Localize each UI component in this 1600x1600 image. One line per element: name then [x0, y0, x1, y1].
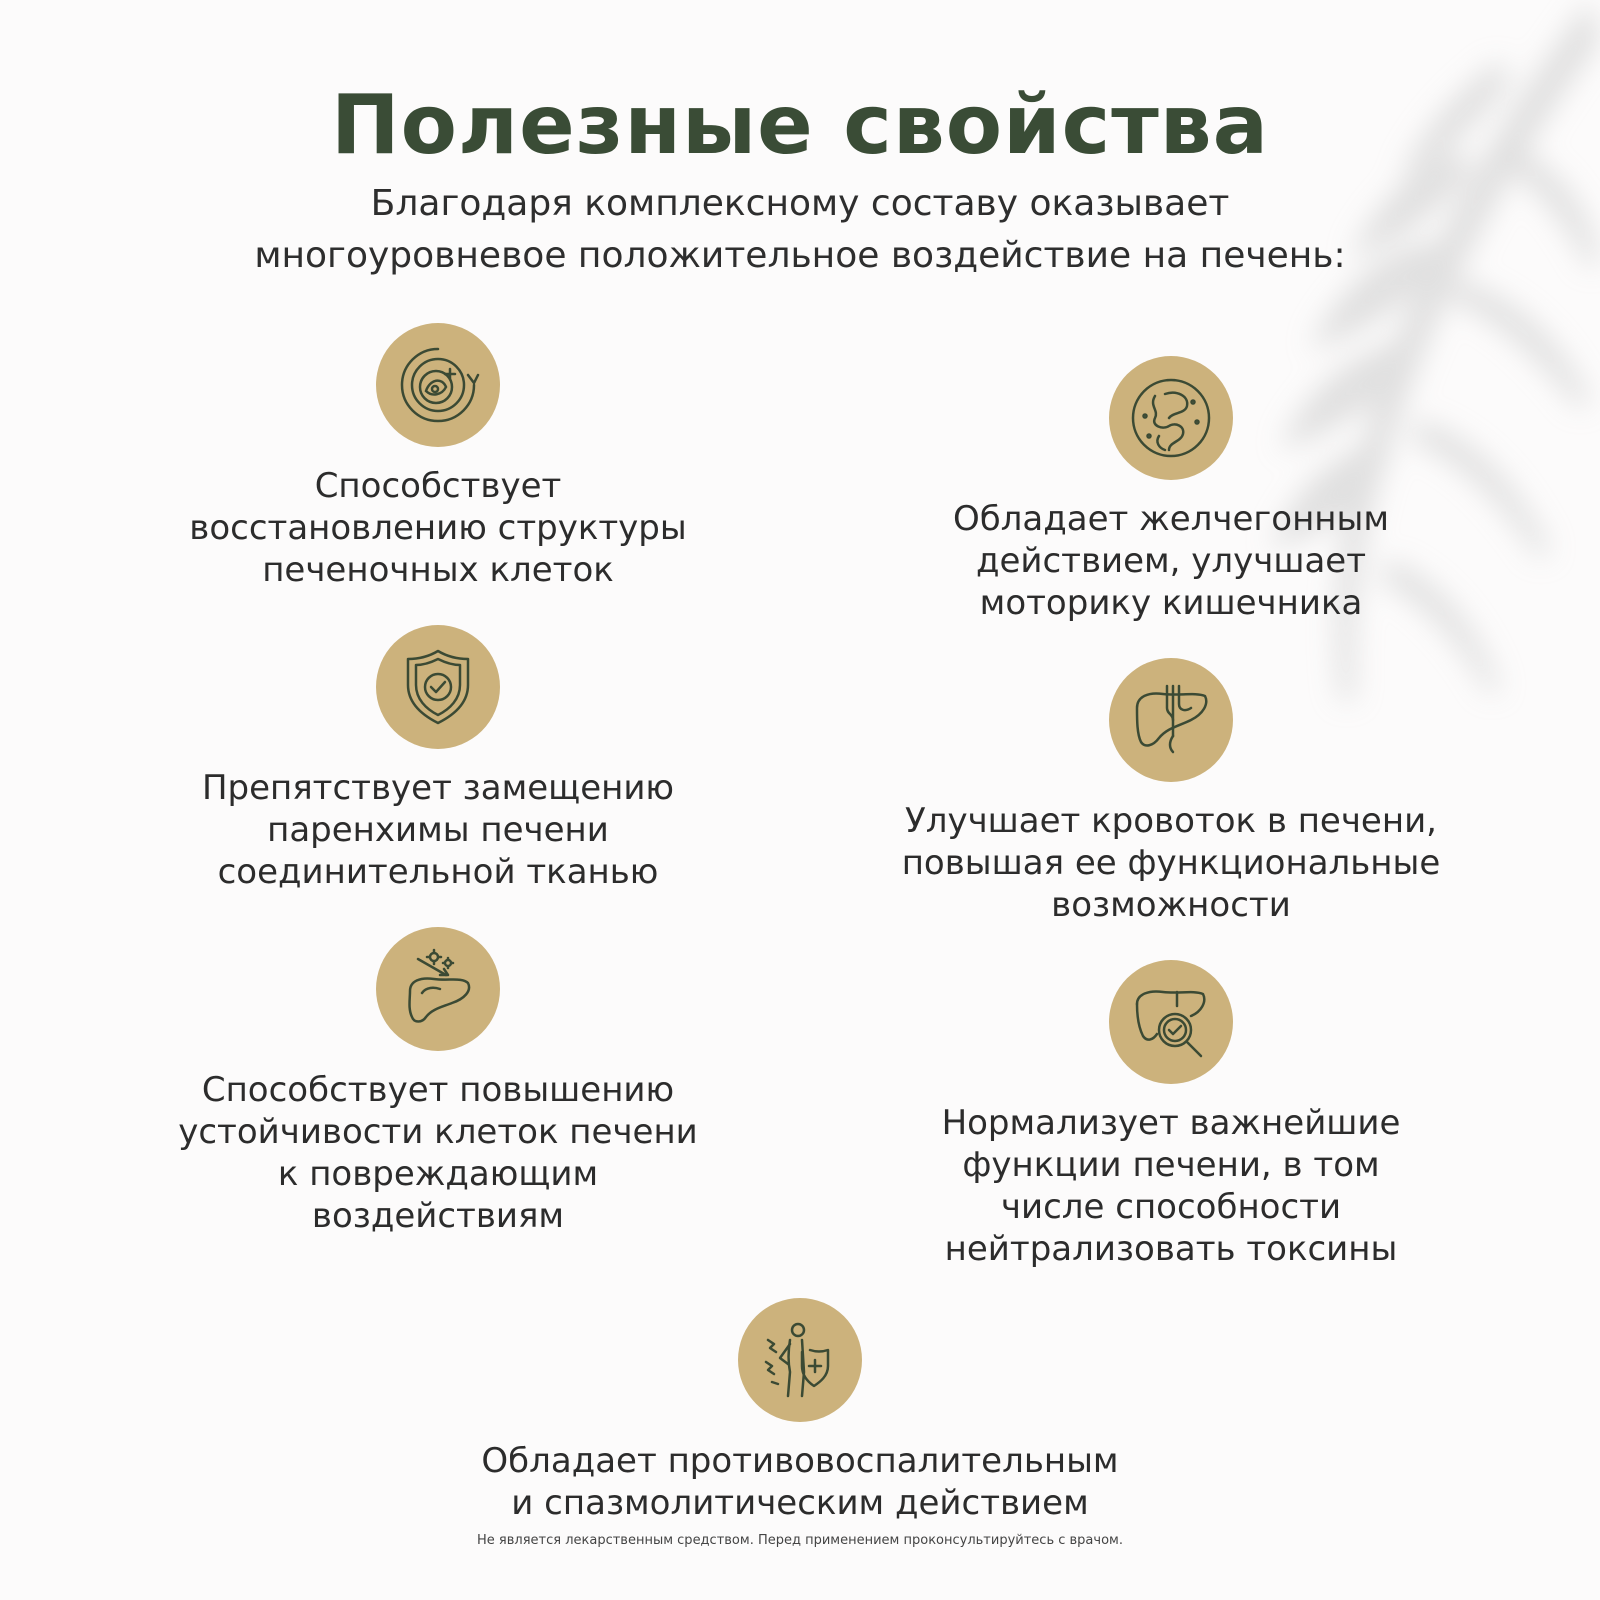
benefit-item-detox	[841, 960, 1501, 1270]
benefit-text	[841, 1102, 1501, 1270]
benefit-line: устойчивости клеток печени	[178, 1112, 698, 1152]
liver-gears-icon	[396, 947, 480, 1031]
shield-check-icon	[396, 645, 480, 729]
benefit-text	[108, 767, 768, 893]
icon-badge	[1109, 960, 1233, 1084]
benefit-line: печеночных клеток	[262, 550, 614, 590]
page-title: Полезные свойства	[331, 78, 1269, 173]
benefit-line: паренхимы печени	[267, 810, 609, 850]
benefit-item-choleretic	[841, 356, 1501, 624]
benefit-item-cell-resistance	[108, 927, 768, 1237]
disclaimer-footnote: Не является лекарственным средством. Перед применением проконсультируйтесь с врачом.	[477, 1533, 1123, 1548]
benefit-line: функции печени, в том	[962, 1145, 1380, 1185]
benefit-line: Улучшает кровоток в печени,	[905, 801, 1437, 841]
benefit-line: Нормализует важнейшие	[941, 1103, 1401, 1143]
benefit-line: воздействиям	[311, 1196, 565, 1236]
subtitle-line: многоуровневое положительное воздействие на печень:	[254, 235, 1346, 276]
benefit-item-blood-flow	[841, 658, 1501, 926]
benefit-item-anti-inflammatory	[400, 1298, 1200, 1524]
benefit-line: повышая ее функциональные	[901, 843, 1441, 883]
benefit-line: Способствует повышению	[201, 1070, 675, 1110]
benefit-line: Обладает противовоспалительным	[481, 1441, 1119, 1481]
benefit-text	[108, 1069, 768, 1237]
benefit-line: восстановлению структуры	[189, 508, 687, 548]
icon-badge	[1109, 658, 1233, 782]
benefit-line: числе способности	[1000, 1187, 1342, 1227]
icon-badge	[376, 927, 500, 1051]
benefit-text	[108, 465, 768, 591]
icon-badge	[738, 1298, 862, 1422]
icon-badge	[376, 323, 500, 447]
page-subtitle	[0, 178, 1600, 282]
benefit-line: Способствует	[314, 466, 562, 506]
benefit-item-cell-regeneration	[108, 323, 768, 591]
benefit-item-parenchyma	[108, 625, 768, 893]
benefit-line: к повреждающим	[277, 1154, 599, 1194]
liver-magnifier-check-icon	[1129, 980, 1213, 1064]
benefit-line: Обладает желчегонным	[952, 499, 1390, 539]
benefit-line: моторику кишечника	[979, 583, 1363, 623]
benefit-line: Препятствует замещению	[201, 768, 675, 808]
liver-vessels-icon	[1129, 678, 1213, 762]
benefit-text	[841, 498, 1501, 624]
liver-cell-regeneration-icon	[396, 343, 480, 427]
benefit-line: и спазмолитическим действием	[511, 1483, 1089, 1523]
icon-badge	[376, 625, 500, 749]
benefit-text	[400, 1440, 1200, 1524]
icon-badge	[1109, 356, 1233, 480]
person-shield-icon	[758, 1318, 842, 1402]
benefit-line: нейтрализовать токсины	[944, 1229, 1398, 1269]
benefit-line: возможности	[1051, 885, 1291, 925]
benefit-text	[841, 800, 1501, 926]
benefit-line: соединительной тканью	[217, 852, 659, 892]
intestine-icon	[1129, 376, 1213, 460]
benefit-line: действием, улучшает	[975, 541, 1367, 581]
subtitle-line: Благодаря комплексному составу оказывает	[370, 183, 1230, 224]
